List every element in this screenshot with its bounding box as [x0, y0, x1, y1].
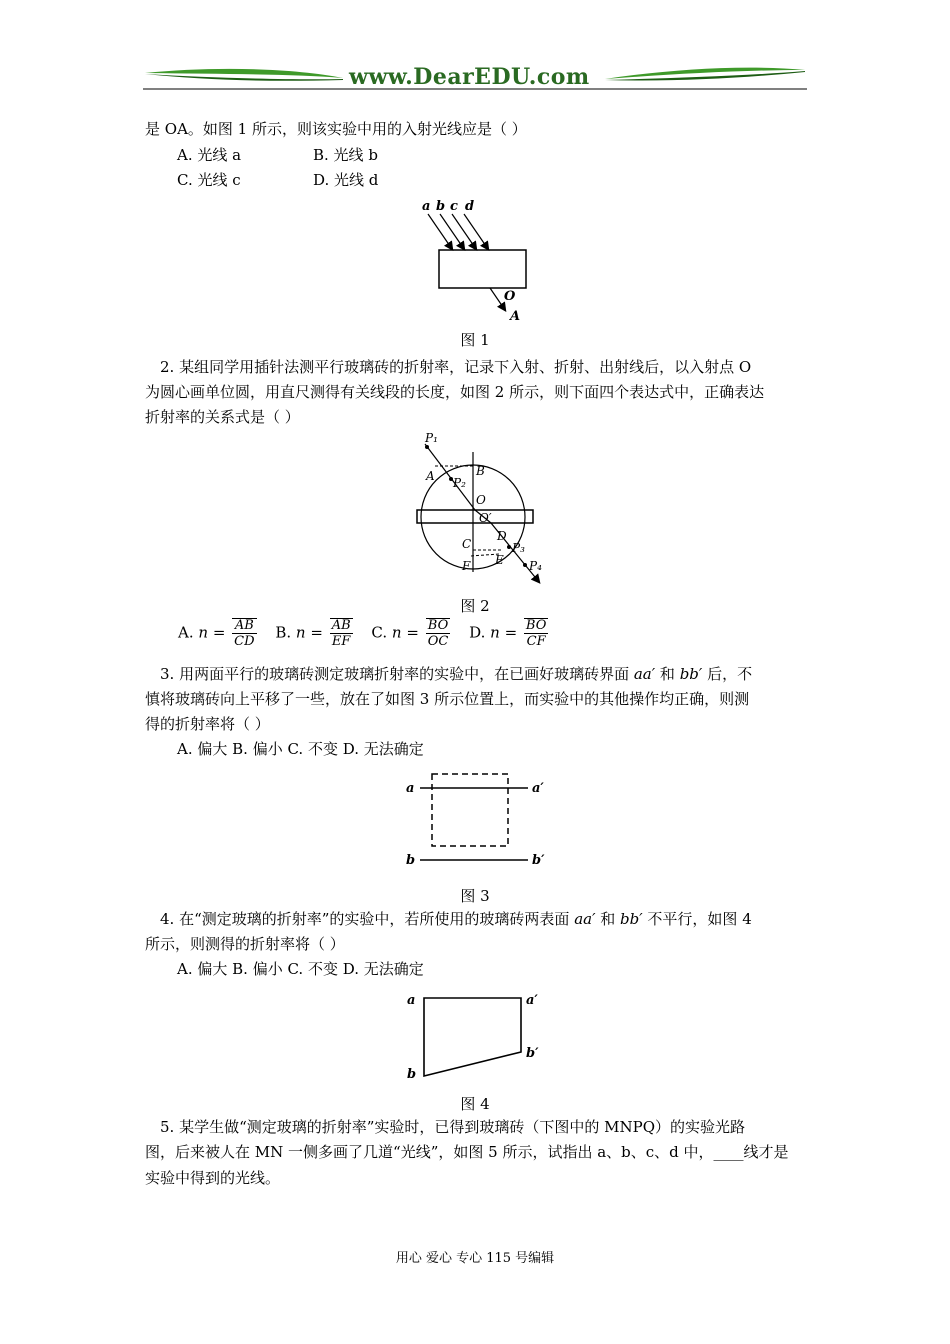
fig4-label-b: b	[407, 1067, 417, 1082]
page-footer: 用心 爱心 专心 115 号编辑	[395, 1251, 555, 1266]
pin-p3	[507, 545, 511, 549]
q1-text-line1: 是 OA。如图 1 所示，则该实验中用的入射光线应是（ ）	[145, 120, 527, 138]
figure-1-caption: 图 1	[460, 331, 490, 349]
q1-option-b: B. 光线 b	[313, 146, 378, 164]
fig3-label-b2: b′	[532, 853, 545, 868]
fig1-label-b: b	[436, 199, 446, 214]
q5-text-line1: 5. 某学生做“测定玻璃的折射率”实验时，已得到玻璃砖（下图中的 MNPQ）的实验光路	[160, 1118, 746, 1136]
figure-1	[410, 196, 550, 326]
fig1-label-a: a	[422, 199, 431, 214]
q5-text-line2: 图，后来被人在 MN 一侧多画了几道“光线”，如图 5 所示，试指出 a、b、c、d 中，____线才是	[145, 1143, 789, 1161]
q4-options: A. 偏大 B. 偏小 C. 不变 D. 无法确定	[177, 960, 424, 978]
trapezoid-glass	[424, 998, 521, 1076]
q2-option-c: C. n = $\frac{BO}{OC}$	[371, 618, 449, 649]
q4-text-line2: 所示，则测得的折射率将（ ）	[145, 935, 345, 953]
shifted-glass-dashed	[432, 774, 508, 846]
pin-p1	[425, 445, 429, 449]
q3-options: A. 偏大 B. 偏小 C. 不变 D. 无法确定	[177, 740, 424, 758]
page-header	[143, 62, 807, 94]
fig3-label-b: b	[406, 853, 416, 868]
ray-c	[452, 214, 476, 249]
fig2-label-O2: O′	[479, 511, 492, 525]
figure-4	[400, 990, 550, 1082]
header-site-title: www.DearEDU.com	[349, 64, 590, 90]
fig2-label-C: C	[462, 537, 472, 551]
q3-text-line2: 慎将玻璃砖向上平移了一些，放在了如图 3 所示位置上，而实验中的其他操作均正确，则测	[145, 690, 750, 708]
fig1-label-c: c	[450, 199, 458, 214]
fig2-label-E: E	[495, 553, 504, 567]
ray-d	[464, 214, 488, 249]
fig2-label-D: D	[497, 529, 507, 543]
q2-option-b: B. n = $\frac{AB}{EF}$	[275, 618, 351, 649]
q2-text-line3: 折射率的关系式是（ ）	[145, 408, 300, 426]
fig2-label-O: O	[476, 493, 486, 507]
fig4-label-a: a	[407, 993, 416, 1008]
q3-text-line1: 3. 用两面平行的玻璃砖测定玻璃折射率的实验中，在已画好玻璃砖界面 aa′ 和 bb′ 后，不	[160, 665, 753, 683]
ray-b	[440, 214, 464, 249]
fig2-label-A: A	[426, 469, 435, 483]
q5-text-line3: 实验中得到的光线。	[145, 1169, 281, 1187]
q2-options	[178, 618, 548, 656]
q2-text-line1: 2. 某组同学用插针法测平行玻璃砖的折射率，记录下入射、折射、出射线后，以入射点 O	[160, 358, 752, 376]
q1-option-a: A. 光线 a	[177, 146, 242, 164]
ray-out	[490, 288, 505, 310]
figure-2	[405, 430, 555, 592]
fig2-label-P3: P₃	[512, 541, 525, 555]
fig1-label-O: O	[504, 289, 516, 304]
fig2-label-P1: P₁	[425, 431, 438, 445]
figure-3	[400, 768, 560, 872]
q4-text-line1: 4. 在“测定玻璃的折射率”的实验中，若所使用的玻璃砖两表面 aa′ 和 bb′ 不平行，如图 4	[160, 910, 752, 928]
fig1-label-d: d	[465, 199, 475, 214]
q1-option-d: D. 光线 d	[313, 171, 379, 189]
fig2-label-P2: P₂	[453, 476, 466, 490]
q1-option-c: C. 光线 c	[177, 171, 241, 189]
glass-block	[439, 250, 526, 288]
fig3-label-a: a	[406, 781, 415, 796]
q2-option-d: D. n = $\frac{BO}{CF}$	[469, 618, 547, 649]
fig2-label-P4: P₄	[529, 559, 542, 573]
fig2-label-B: B	[476, 464, 485, 478]
pin-p4	[523, 563, 527, 567]
q3-text-line3: 得的折射率将（ ）	[145, 715, 270, 733]
fig4-label-a2: a′	[526, 993, 538, 1008]
fig3-label-a2: a′	[532, 781, 544, 796]
fig4-label-b2: b′	[526, 1046, 539, 1061]
figure-4-caption: 图 4	[460, 1095, 490, 1113]
figure-3-caption: 图 3	[460, 887, 490, 905]
figure-2-caption: 图 2	[460, 597, 490, 615]
q2-text-line2: 为圆心画单位圆，用直尺测得有关线段的长度，如图 2 所示，则下面四个表达式中，正确表达	[145, 383, 765, 401]
glass-slab	[417, 510, 533, 523]
ray-a	[428, 214, 452, 249]
q2-option-a: A. n = $\frac{AB}{CD}$	[178, 618, 255, 649]
fig1-label-A: A	[510, 309, 521, 324]
fig2-label-F: F	[462, 559, 471, 573]
